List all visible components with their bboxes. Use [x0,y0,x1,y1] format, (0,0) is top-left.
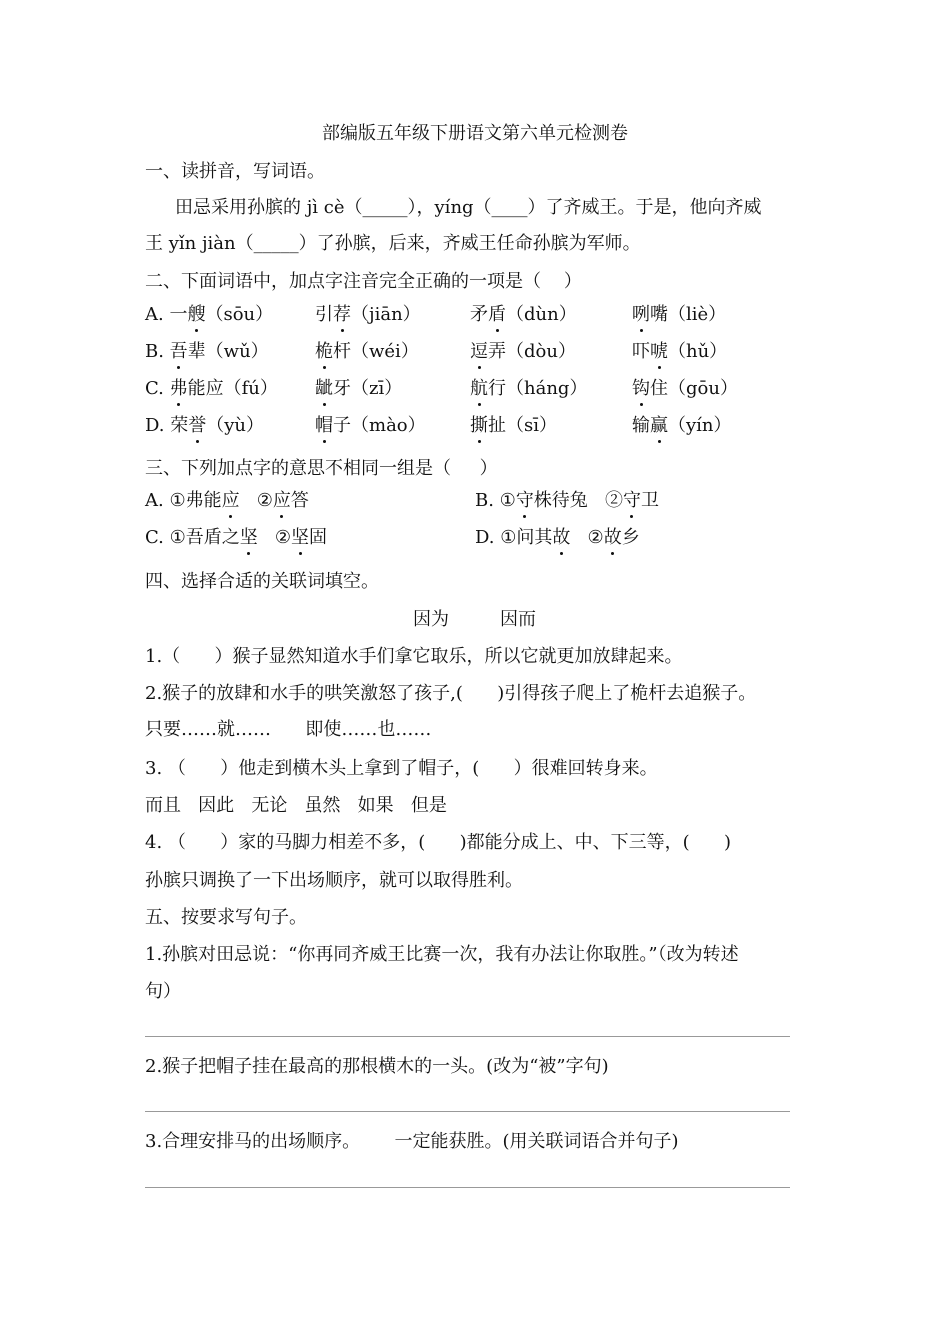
dotted-char: 应 [272,490,291,511]
section1-heading: 一、读拼音，写词语。 [145,161,325,182]
answer-line[interactable] [145,1187,790,1188]
option-text: ② [239,490,273,511]
answer-line[interactable] [145,1036,790,1037]
section4-q3: 3. （ ）他走到横木头上拿到了帽子，( ）很难回转身来。 [145,758,658,779]
section4-q1: 1.（ ）猴子显然知道水手们拿它取乐，所以它就更加放肆起来。 [145,646,683,667]
option-text: 固 [309,527,328,548]
word-text: 行（háng） [488,378,588,399]
dotted-char: 艘 [187,304,206,325]
word-text: D. 荣 [145,415,189,436]
word-text: 引 [315,304,333,325]
dotted-char: 唬 [650,341,668,362]
section5-q3: 3.合理安排马的出场顺序。 一定能获胜。(用关联词语合并句子) [145,1131,679,1152]
word-text: （hǔ） [668,341,728,362]
word-bank-3: 而且 因此 无论 虽然 如果 但是 [145,795,447,816]
section2-option-a-word-3 [470,303,577,327]
word-bank-1b: 因而 [500,609,536,630]
dotted-char: 钩 [632,378,650,399]
dotted-char: 龇 [315,378,333,399]
dotted-char: 守 [515,490,534,511]
section2-option-d-word-4 [632,414,732,438]
word-text: 扯（sī） [488,415,557,436]
section2-option-b-word-1 [145,340,269,364]
section5-heading: 五、按要求写句子。 [145,907,307,928]
word-text: （sōu） [205,304,274,325]
dotted-char: 故 [603,527,622,548]
dotted-char: 荐 [333,304,351,325]
word-text: 嘴（liè） [650,304,727,325]
option-text: A. ①弗能 [145,490,222,511]
section2-option-a-word-4 [632,303,726,327]
section1-passage-line1: 田忌采用孙膑的 jì cè（_____），yíng（____）了齐威王。于是，他向齐威 [175,197,762,218]
word-text: 住（gōu） [650,378,738,399]
dotted-char: 盾 [488,304,506,325]
dotted-char: 弗 [169,378,188,399]
section2-option-d-word-1 [145,414,264,438]
dotted-char: 桅 [315,341,333,362]
word-text: 牙（zī） [333,378,403,399]
section3-option-a [145,489,309,513]
word-text: （yín） [668,415,732,436]
dotted-char: 航 [470,378,488,399]
option-text: D. ①问其 [475,527,553,548]
word-bank-2: 只要……就…… 即使……也…… [145,719,432,740]
section4-q4-line2: 孙膑只调换了一下出场顺序，就可以取得胜利。 [145,870,523,891]
option-text: 乡 [621,527,640,548]
word-text: B. [145,341,170,362]
dotted-char: 坚 [239,527,258,548]
section2-option-c-word-1 [145,377,278,401]
option-text: 答 [290,490,309,511]
section2-option-a-word-1 [145,303,273,327]
word-text: A. 一 [145,304,188,325]
section2-option-b-word-2 [315,340,419,364]
word-text: 弄（dòu） [488,341,576,362]
answer-line[interactable] [145,1111,790,1112]
word-text: 能应（fú） [187,378,278,399]
dotted-char: 撕 [470,415,488,436]
section1-passage-line2: 王 yǐn jiàn（_____）了孙膑，后来，齐威王任命孙膑为军师。 [145,233,641,254]
word-text: 辈（wǔ） [187,341,269,362]
option-text: 卫 [640,490,659,511]
word-text: C. [145,378,170,399]
section2-option-c-word-4 [632,377,738,401]
dotted-char: 故 [552,527,571,548]
option-text: ② [570,527,604,548]
word-text: （yù） [206,415,264,436]
dotted-char: 逗 [470,341,488,362]
word-text: 子（mào） [333,415,426,436]
word-bank-1a: 因为 [413,609,449,630]
dotted-char: 赢 [650,415,668,436]
section2-option-a-word-2 [315,303,421,327]
word-text: 矛 [470,304,488,325]
section3-option-d [475,526,640,550]
section4-q2: 2.猴子的放肆和水手的哄笑激怒了孩子,( )引得孩子爬上了桅杆去追猴子。 [145,683,757,704]
word-text: 杆（wéi） [333,341,419,362]
option-text: ② [257,527,292,548]
section2-option-d-word-2 [315,414,426,438]
dotted-char: 咧 [632,304,650,325]
page-title: 部编版五年级下册语文第六单元检测卷 [322,123,628,144]
section2-heading: 二、下面词语中，加点字注音完全正确的一项是（ ） [145,271,582,292]
section2-option-c-word-2 [315,377,402,401]
section3-heading: 三、下列加点字的意思不相同一组是（ ） [145,458,498,479]
dotted-char: 守 [622,490,641,511]
section3-option-c [145,526,327,550]
section2-option-b-word-3 [470,340,576,364]
section4-heading: 四、选择合适的关联词填空。 [145,571,379,592]
section5-q1-line2: 句） [145,981,181,1002]
section5-q1-line1: 1.孙膑对田忌说：“你再同齐威王比赛一次，我有办法让你取胜。”（改为转述 [145,944,739,965]
word-text: 吓 [632,341,650,362]
dotted-char: 誉 [188,415,207,436]
dotted-char: 坚 [291,527,310,548]
section5-q2: 2.猴子把帽子挂在最高的那根横木的一头。(改为“被”字句) [145,1056,609,1077]
option-text: 株待兔 ② [533,490,623,511]
section2-option-c-word-3 [470,377,587,401]
section3-option-b [475,489,659,513]
dotted-char: 应 [221,490,240,511]
section2-option-b-word-4 [632,340,727,364]
word-text: 输 [632,415,650,436]
section4-q4-line1: 4. （ ）家的马脚力相差不多，( )都能分成上、中、下三等，( ) [145,832,731,853]
word-text: （dùn） [506,304,577,325]
option-text: B. ① [475,490,516,511]
section2-option-d-word-3 [470,414,557,438]
dotted-char: 帽 [315,415,333,436]
dotted-char: 吾 [169,341,188,362]
option-text: C. ①吾盾之 [145,527,240,548]
word-text: （jiān） [351,304,421,325]
